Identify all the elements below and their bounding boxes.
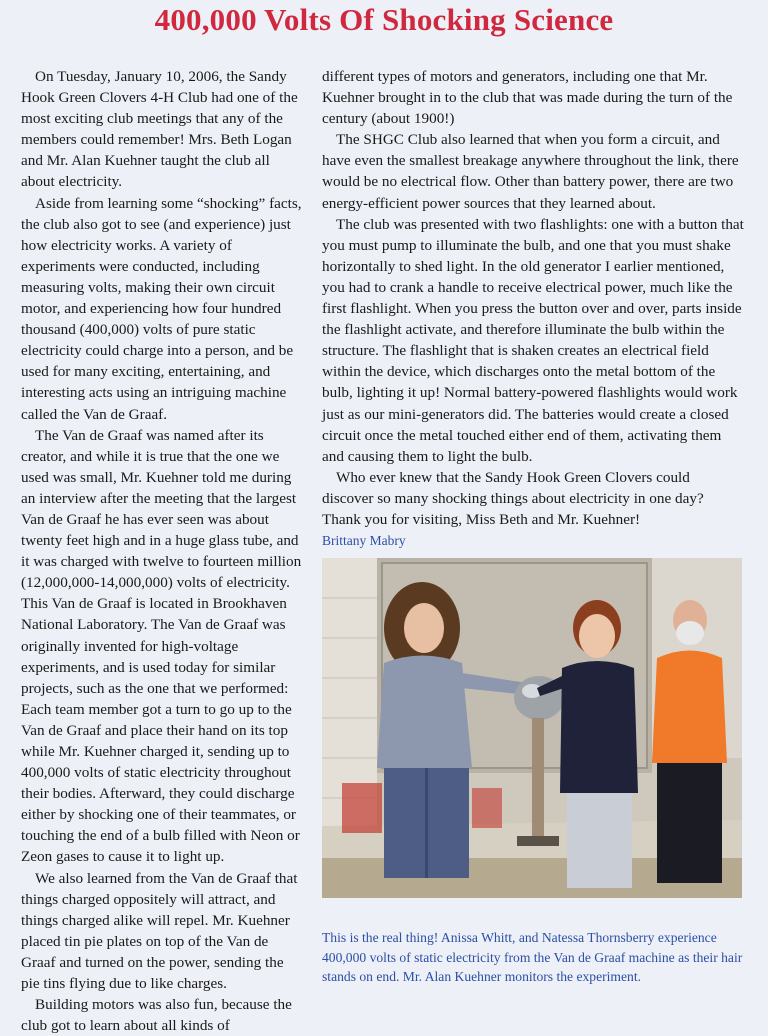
van-de-graaf-photo bbox=[322, 558, 742, 898]
paragraph: On Tuesday, January 10, 2006, the Sandy Hook Green Clovers 4-H Club had one of the most exciting club meetings that any of the members could remember! Mrs. Beth Logan and Mr. Alan Kuehner taught the club all about electricity. bbox=[21, 68, 298, 191]
paragraph: We also learned from the Van de Graaf that things charged oppositely will attract, and things charged alike will repel. Mr. Kuehner placed tin pie plates on top of the Van de Graaf and turned on the power, sending the pie tins flying due to like charges. bbox=[21, 869, 298, 993]
right-column bbox=[322, 66, 744, 551]
photo-caption: This is the real thing! Anissa Whitt, and Natessa Thornsberry experience 400,000 volts of static electricity from the Van de Graaf machine as their hair stands on end. Mr. Alan Kuehner monitors the experiment. bbox=[322, 930, 743, 984]
paragraph: different types of motors and generators, including one that Mr. Kuehner brought in to the club that was made during the turn of the century (about 1900!) bbox=[322, 68, 733, 128]
article-title: 400,000 Volts Of Shocking Science bbox=[154, 2, 614, 37]
paragraph: The club was presented with two flashlights: one with a button that you must pump to illuminate the bulb, and one that you must shake horizontally to shed light. In the old generator I earlier mentioned, you had to crank a handle to receive electrical power, much like the first flashlight. When you press the button over and over, parts inside the flashlight activate, and therefore illuminate the bulb within the structure. The flashlight that is shaken creates an electrical field within the device, which discharges onto the metal bottom of the bulb, lighting it up! Normal battery-powered flashlights would work just as our mini-generators did. The batteries would create a closed circuit once the metal touched either end of them, activating them and causing them to light the bulb. bbox=[322, 215, 744, 465]
author-byline: Brittany Mabry bbox=[322, 533, 406, 549]
left-column bbox=[21, 66, 303, 1036]
paragraph: The SHGC Club also learned that when you form a circuit, and have even the smallest breakage anywhere throughout the link, there would be no electrical flow. Other than battery power, there are two energy-efficient power sources that they learned about. bbox=[322, 131, 739, 212]
paragraph: Building motors was also fun, because the club got to learn about all kinds of bbox=[21, 996, 292, 1035]
paragraph: Who ever knew that the Sandy Hook Green Clovers could discover so many shocking things about electricity in one day? Thank you for visiting, Miss Beth and Mr. Kuehner! bbox=[322, 468, 704, 528]
paragraph: The Van de Graaf was named after its creator, and while it is true that the one we used was small, Mr. Kuehner told me during an interview after the meeting that the largest Van de Graaf he has ever seen was about twenty feet high and in a huge glass tube, and it was charged with twelve to fourteen million (12,000,000-14,000,000) volts of electricity. This Van de Graaf is located in Brookhaven National Laboratory. The Van de Graaf was originally invented for high-voltage experiments, and is used today for similar projects, such as the one that we performed: Each team member got a turn to go up to the Van de Graaf and place their hand on its top while Mr. Kuehner charged it, sending up to 400,000 volts of static electricity throughout their bodies. Afterward, they could discharge either by shocking one of their teammates, or touching the end of a bulb filled with Neon or Zeon gases to cause it to light up. bbox=[21, 426, 302, 866]
paragraph: Aside from learning some “shocking” facts, the club also got to see (and experience) just how electricity works. A variety of experiments were conducted, including measuring volts, making their own circuit motor, and experiencing how four hundred thousand (400,000) volts of pure static electricity could charge into a person, and be used for many exciting, entertaining, and interesting acts using an intriguing machine called the Van de Graaf. bbox=[21, 194, 302, 423]
